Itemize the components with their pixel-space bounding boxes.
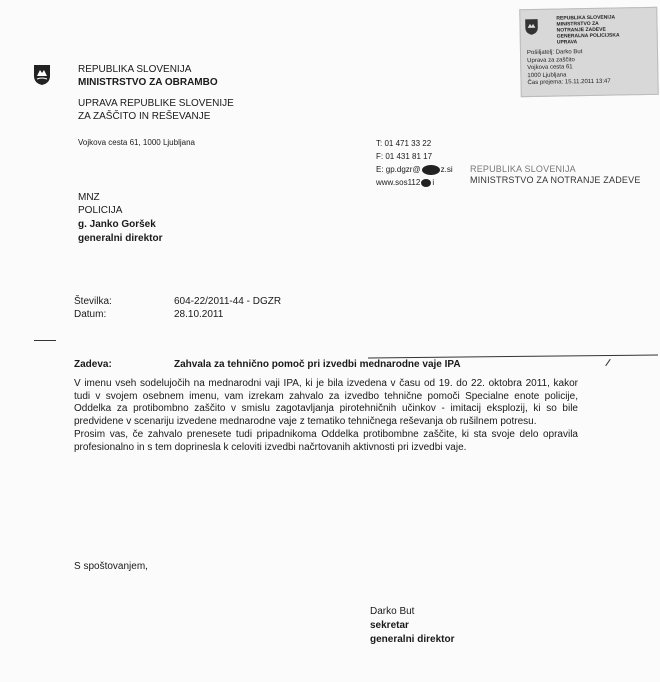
ministry-name: MINISTRSTVO ZA OBRAMBO: [78, 77, 218, 88]
recipient-name: g. Janko Goršek: [78, 219, 156, 230]
body-paragraph-2: Prosim vas, če zahvalo prenesete tudi pripadnikoma Oddelka protibombne zaščite, ki sta svoje delo opravila profesionalno in s tem doprinesla k celoviti izvedbi načrtovanih aktivnosti pri izvedbi vaje.: [74, 428, 578, 453]
administration-name-line2: ZA ZAŠČITO IN REŠEVANJE: [78, 111, 211, 122]
coat-of-arms-icon: [33, 64, 51, 86]
contact-fax: F: 01 431 81 17: [376, 152, 433, 161]
closing-salutation: S spoštovanjem,: [74, 561, 148, 572]
fold-mark: [34, 340, 56, 341]
administration-name-line1: UPRAVA REPUBLIKE SLOVENIJE: [78, 98, 234, 109]
coat-of-arms-icon: [524, 18, 538, 36]
fax-header: REPUBLIKA SLOVENIJA MINISTRSTVO ZA NOTRANJE ZADEVE: [470, 164, 641, 185]
letterhead-address: Vojkova cesta 61, 1000 Ljubljana: [78, 138, 195, 147]
subject-text: Zahvala za tehnično pomoč pri izvedbi mednarodne vaje IPA: [174, 359, 461, 370]
scan-mark: [605, 359, 610, 366]
smudge-mark-icon: [421, 179, 431, 187]
reference-date-label: Datum:: [74, 309, 107, 320]
body-paragraph-1: V imenu vseh sodelujočih na mednarodni vaji IPA, ki je bila izvedena v času od 19. do 22. oktobra 2011, kakor tudi v svojem osebnem imenu, vam izrekam zahvalo za izvedbo tehnične pomoči Specialne enote policije, Oddelka za protibombno zaščito v smislu zagotavljanja pirotehničnih učinkov - imitacij eksplozij, ki so bile predvidene v scenariju izvedene mednarodne vaje z tematiko tehničnega reševanja ob rušilnem potresu.: [74, 378, 578, 428]
recipient-unit: POLICIJA: [78, 205, 123, 216]
signatory-role: sekretar: [370, 620, 409, 631]
reference-number-label: Številka:: [74, 296, 112, 307]
reference-date-value: 28.10.2011: [174, 309, 224, 320]
letter-body: [74, 378, 578, 454]
stamp-header: REPUBLIKA SLOVENIJA MINISTRSTVO ZA NOTRANJE ZADEVE GENERALNA POLICIJSKA UPRAVA: [556, 14, 620, 46]
contact-web: www.sos112 i: [376, 178, 435, 187]
recipient-org: MNZ: [78, 192, 100, 203]
smudge-mark-icon: [422, 165, 440, 175]
stamp-details: Pošiljatelj: Darko But Uprava za zaščito Vojkova cesta 61 1000 Ljubljana Čas prejema: 15.11.2011 13:47: [526, 49, 611, 87]
contact-email: E: gp.dgzr@ z.si: [376, 165, 453, 175]
signatory-name: Darko But: [370, 606, 415, 617]
contact-phone: T: 01 471 33 22: [376, 139, 432, 148]
signatory-title: generalni direktor: [370, 634, 455, 645]
scan-line: [368, 354, 658, 358]
recipient-title: generalni direktor: [78, 233, 163, 244]
subject-label: Zadeva:: [74, 359, 112, 370]
reference-number-value: 604-22/2011-44 - DGZR: [174, 296, 282, 307]
received-stamp: [519, 7, 659, 97]
republic-name: REPUBLIKA SLOVENIJA: [78, 64, 192, 75]
